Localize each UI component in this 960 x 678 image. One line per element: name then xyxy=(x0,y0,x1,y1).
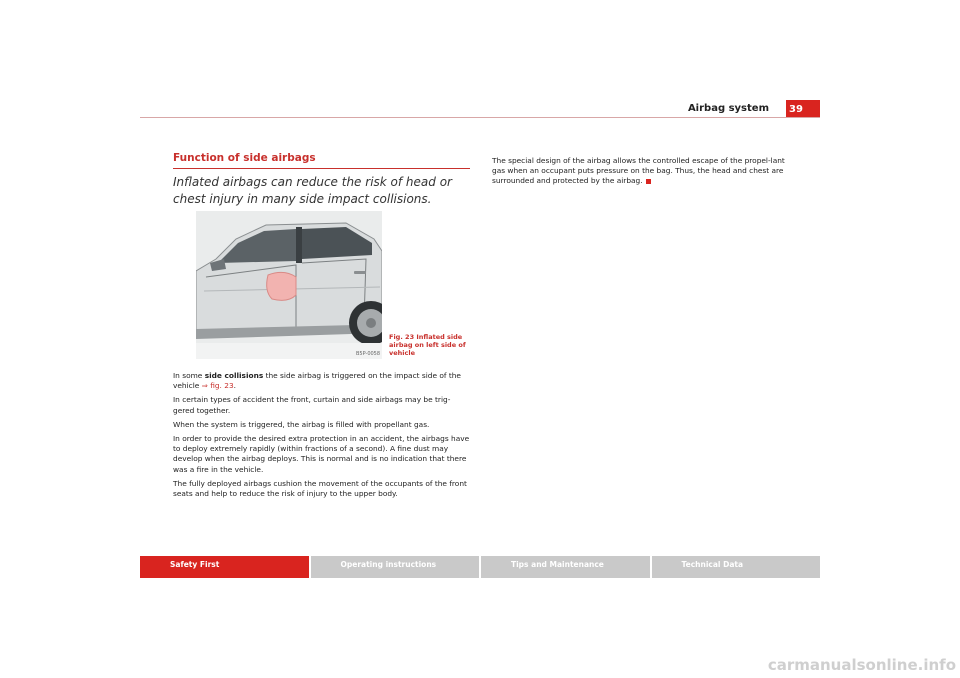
page-number: 39 xyxy=(786,100,820,118)
figure-caption: Fig. 23 Inflated side airbag on left side of vehicle xyxy=(389,333,466,357)
body-text-right xyxy=(492,156,792,187)
footer-tab-safety-first[interactable]: Safety First xyxy=(140,556,311,578)
emphasis-side-collisions: side collisions xyxy=(204,371,264,380)
body-paragraph-1: In some side collisions the side airbag is triggered on the impact side of the vehicle ⇒ fig. 23. xyxy=(173,371,461,391)
header-divider xyxy=(140,117,820,118)
body-text-left xyxy=(173,371,471,503)
right-paragraph-1: The special design of the airbag allows the controlled escape of the propel-lant gas when an occupant puts pressure on the bag. Thus, the head and chest are surrounded and protected by the airbag. xyxy=(492,156,785,186)
figure-reference-link[interactable]: ⇒ fig. 23 xyxy=(201,381,234,391)
body-paragraph-2: In certain types of accident the front, curtain and side airbags may be trig-gered together. xyxy=(173,395,451,415)
section-end-icon xyxy=(646,179,651,184)
footer-tab-tips-maintenance[interactable]: Tips and Maintenance xyxy=(481,556,652,578)
body-paragraph-5: The fully deployed airbags cushion the movement of the occupants of the front seats and help to reduce the risk of injury to the upper body. xyxy=(173,478,467,499)
section-intro: Inflated airbags can reduce the risk of head or chest injury in many side impact collisions. xyxy=(173,175,452,206)
section-title: Function of side airbags xyxy=(173,152,470,169)
body-paragraph-4: In order to provide the desired extra protection in an accident, the airbags have to deploy extremely rapidly (within fractions of a second). A fine dust may develop when the airbag deploys. This is normal and is no indication that there was a fire in the vehicle. xyxy=(173,434,470,474)
figure-code: B5P-0058 xyxy=(356,351,381,357)
footer-navigation xyxy=(140,556,820,578)
footer-tab-operating-instructions[interactable]: Operating instructions xyxy=(311,556,482,578)
running-header-title: Airbag system xyxy=(687,103,769,114)
footer-tab-technical-data[interactable]: Technical Data xyxy=(652,556,821,578)
body-paragraph-3: When the system is triggered, the airbag is filled with propellant gas. xyxy=(173,419,430,429)
figure-side-airbag xyxy=(196,211,382,359)
car-side-illustration xyxy=(196,211,382,359)
watermark: carmanualsonline.info xyxy=(767,656,956,674)
